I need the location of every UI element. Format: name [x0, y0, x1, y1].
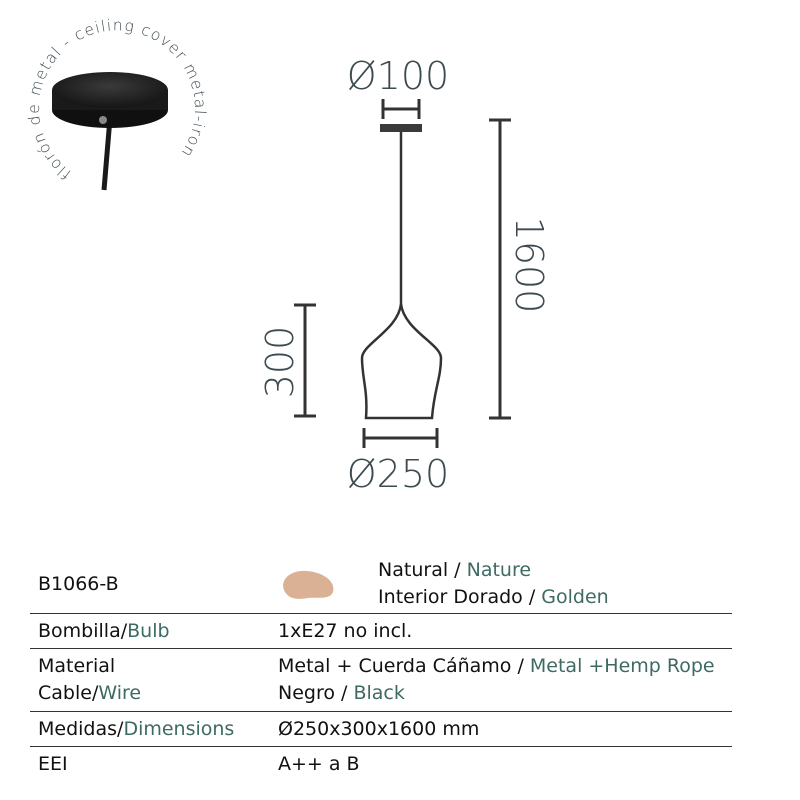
- cable-label: Cable/Wire: [38, 682, 142, 704]
- dim-total-height: 1600: [507, 216, 551, 314]
- dim-shade-diameter-line: [364, 428, 437, 448]
- spec-row-material-cable: [30, 649, 732, 712]
- dimensions-label: Medidas/Dimensions: [30, 712, 270, 747]
- finish-1: Natural / Nature: [378, 559, 532, 581]
- ceiling-cover-detail: [25, 16, 209, 190]
- eei-value: A++ a B: [270, 747, 732, 782]
- lamp-shade: [362, 304, 441, 418]
- dimensions-value: Ø250x300x1600 mm: [270, 712, 732, 747]
- cable-value: Negro / Black: [278, 682, 405, 704]
- dim-top-line: [383, 99, 419, 119]
- color-swatch-icon: [278, 566, 338, 602]
- spec-row-bulb: [30, 614, 732, 649]
- pendant-lamp: [362, 124, 441, 418]
- spec-row-dimensions: [30, 712, 732, 747]
- canopy: [380, 124, 422, 132]
- dim-shade-height: 300: [258, 325, 302, 399]
- bulb-label: Bombilla/Bulb: [30, 614, 270, 649]
- finish-2: Interior Dorado / Golden: [378, 586, 609, 608]
- spec-row-reference: [30, 555, 732, 614]
- material-label: Material: [38, 655, 116, 677]
- bulb-value: 1xE27 no incl.: [270, 614, 732, 649]
- ceiling-cover-caption: florón de metal - ceiling cover metal-iron: [24, 16, 210, 184]
- dim-top-diameter: Ø100: [346, 54, 450, 98]
- dim-shade-diameter: Ø250: [346, 452, 450, 496]
- cable-stub: [104, 118, 110, 190]
- eei-label: EEI: [30, 747, 270, 782]
- screw-icon: [99, 116, 107, 124]
- reference-code: B1066-B: [38, 572, 119, 595]
- spec-row-eei: [30, 747, 732, 782]
- ceiling-cover-disc: [52, 72, 168, 108]
- spec-table: [30, 555, 732, 781]
- material-value: Metal + Cuerda Cáñamo / Metal +Hemp Rope: [278, 655, 715, 677]
